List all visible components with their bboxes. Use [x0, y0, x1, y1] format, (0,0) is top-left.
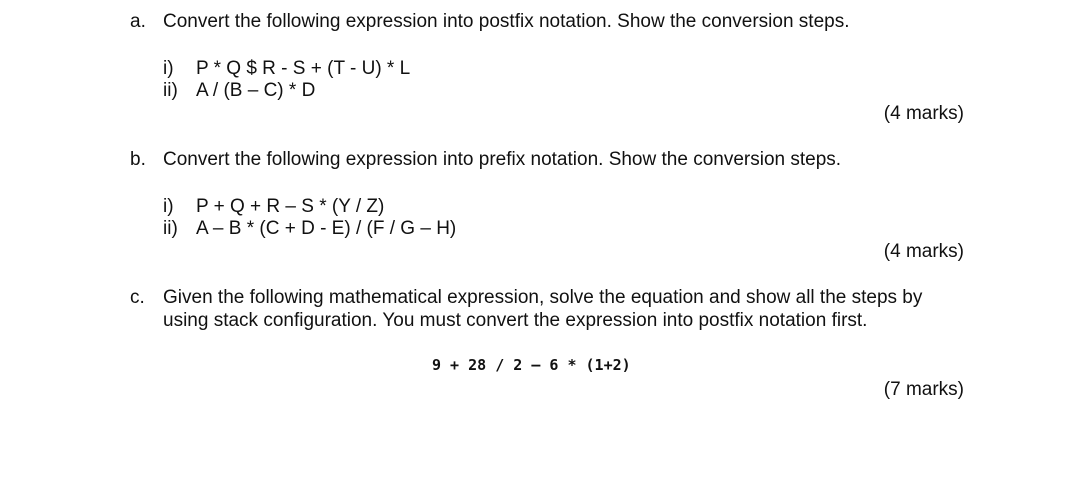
question-a-label: a.: [130, 11, 146, 32]
question-b-marks: (4 marks): [883, 241, 964, 262]
question-a-item-1-expression: P * Q $ R - S + (T - U) * L: [196, 58, 411, 79]
question-c-expression: 9 + 28 / 2 – 6 * (1+2): [432, 356, 631, 374]
question-a-item-2-expression: A / (B – C) * D: [196, 80, 316, 101]
question-c-label: c.: [130, 287, 145, 308]
question-b-label: b.: [130, 149, 146, 170]
question-b-item-1-expression: P + Q + R – S * (Y / Z): [196, 196, 385, 217]
question-a-text: Convert the following expression into postfix notation. Show the conversion steps.: [163, 11, 850, 32]
question-c-text-line-1: Given the following mathematical expression, solve the equation and show all the steps by: [163, 287, 923, 308]
question-c-marks: (7 marks): [883, 379, 964, 400]
question-b-item-2-expression: A – B * (C + D - E) / (F / G – H): [196, 218, 457, 239]
question-a-item-1-number: i): [163, 58, 174, 79]
question-a-marks: (4 marks): [883, 103, 964, 124]
question-a-item-2-number: ii): [163, 80, 178, 101]
question-b-item-2-number: ii): [163, 218, 178, 239]
question-b-item-1-number: i): [163, 196, 174, 217]
question-c-text-line-2: using stack configuration. You must convert the expression into postfix notation first.: [163, 310, 868, 331]
question-b-text: Convert the following expression into prefix notation. Show the conversion steps.: [163, 149, 842, 170]
